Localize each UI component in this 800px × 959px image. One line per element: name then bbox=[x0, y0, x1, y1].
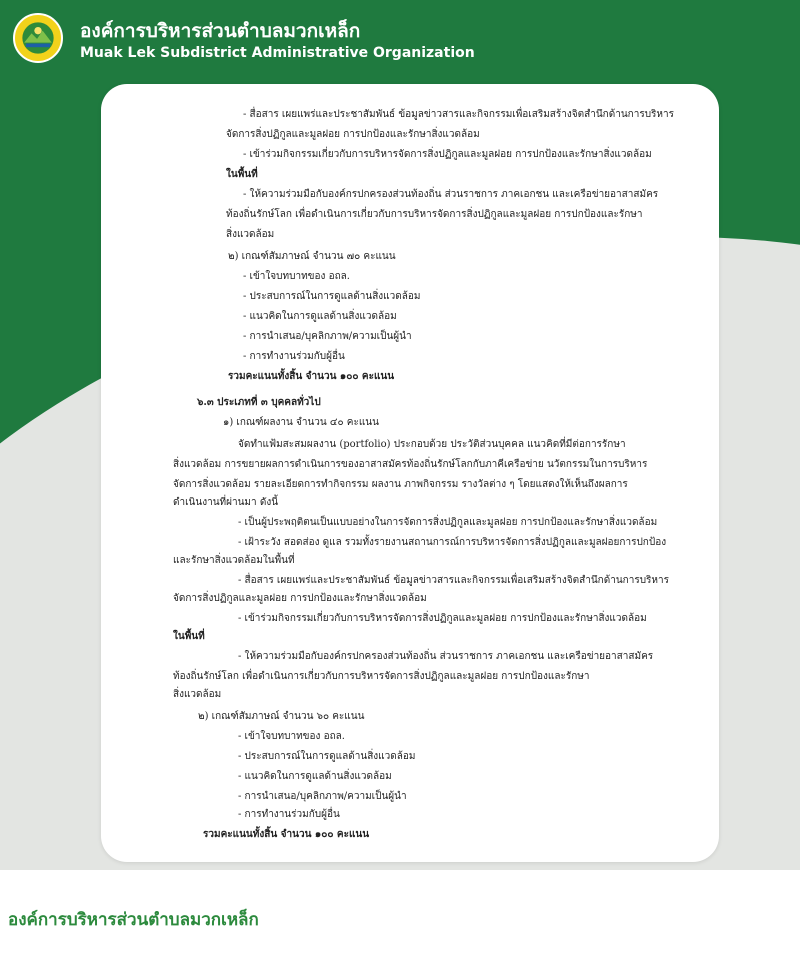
doc-line: ๒) เกณฑ์สัมภาษณ์ จำนวน ๗๐ คะแนน bbox=[228, 251, 396, 262]
doc-line: รวมคะแนนทั้งสิ้น จำนวน ๑๐๐ คะแนน bbox=[228, 371, 395, 382]
doc-line: จัดทำแฟ้มสะสมผลงาน (portfolio) ประกอบด้วย ประวัติส่วนบุคคล แนวคิดที่มีต่อการรักษา bbox=[238, 439, 626, 450]
doc-line: ดำเนินงานที่ผ่านมา ดังนี้ bbox=[173, 497, 279, 508]
doc-line: จัดการสิ่งแวดล้อม รายละเอียดการทำกิจกรรม ผลงาน ภาพกิจกรรม รางวัลต่าง ๆ โดยแสดงให้เห็นถึงผลการ bbox=[173, 479, 628, 490]
doc-line: รวมคะแนนทั้งสิ้น จำนวน ๑๐๐ คะแนน bbox=[203, 829, 370, 840]
doc-line: - การทำงานร่วมกับผู้อื่น bbox=[243, 351, 345, 362]
doc-line: - เฝ้าระวัง สอดส่อง ดูแล รวมทั้งรายงานสถานการณ์การบริหารจัดการสิ่งปฏิกูลและมูลฝอยการปกป้อง bbox=[238, 537, 667, 548]
doc-line: - สื่อสาร เผยแพร่และประชาสัมพันธ์ ข้อมูลข่าวสารและกิจกรรมเพื่อเสริมสร้างจิตสำนึกด้านการบริหาร bbox=[238, 575, 670, 586]
doc-line: จัดการสิ่งปฏิกูลและมูลฝอย การปกป้องและรักษาสิ่งแวดล้อม bbox=[226, 129, 480, 140]
doc-line: - สื่อสาร เผยแพร่และประชาสัมพันธ์ ข้อมูลข่าวสารและกิจกรรมเพื่อเสริมสร้างจิตสำนึกด้านการบริหาร bbox=[243, 109, 675, 120]
footer-title: องค์การบริหารส่วนตำบลมวกเหล็ก bbox=[8, 910, 259, 930]
doc-line: สิ่งแวดล้อม การขยายผลการดำเนินการของอาสาสมัครท้องถิ่นรักษ์โลกกับภาคีเครือข่าย นวัตกรรมในการบริหาร bbox=[173, 459, 648, 470]
doc-line: - เข้าใจบทบาทของ อถล. bbox=[238, 731, 345, 742]
doc-line: และรักษาสิ่งแวดล้อมในพื้นที่ bbox=[173, 555, 295, 566]
doc-line: ๑) เกณฑ์ผลงาน จำนวน ๔๐ คะแนน bbox=[223, 417, 379, 428]
doc-section-heading: ๖.๓ ประเภทที่ ๓ บุคคลทั่วไป bbox=[197, 397, 321, 408]
doc-line: - การนำเสนอ/บุคลิกภาพ/ความเป็นผู้นำ bbox=[238, 791, 407, 802]
doc-line: สิ่งแวดล้อม bbox=[226, 229, 275, 240]
doc-line: - เป็นผู้ประพฤติตนเป็นแบบอย่างในการจัดการสิ่งปฏิกูลและมูลฝอย การปกป้องและรักษาสิ่งแวดล้อม bbox=[238, 517, 658, 528]
doc-line: - แนวคิดในการดูแลด้านสิ่งแวดล้อม bbox=[243, 311, 397, 322]
doc-line: ในพื้นที่ bbox=[173, 631, 205, 642]
doc-line: - ประสบการณ์ในการดูแลด้านสิ่งแวดล้อม bbox=[238, 751, 416, 762]
doc-line: - เข้าร่วมกิจกรรมเกี่ยวกับการบริหารจัดการสิ่งปฏิกูลและมูลฝอย การปกป้องและรักษาสิ่งแวดล้อม bbox=[238, 613, 647, 624]
doc-line: ๒) เกณฑ์สัมภาษณ์ จำนวน ๖๐ คะแนน bbox=[198, 711, 365, 722]
doc-line: ในพื้นที่ bbox=[226, 169, 258, 180]
doc-line: - การนำเสนอ/บุคลิกภาพ/ความเป็นผู้นำ bbox=[243, 331, 412, 342]
document-page bbox=[101, 84, 719, 862]
doc-line: - ประสบการณ์ในการดูแลด้านสิ่งแวดล้อม bbox=[243, 291, 421, 302]
header-title-english: Muak Lek Subdistrict Administrative Organization bbox=[80, 45, 475, 61]
doc-line: - เข้าใจบทบาทของ อถล. bbox=[243, 271, 350, 282]
doc-line: ท้องถิ่นรักษ์โลก เพื่อดำเนินการเกี่ยวกับการบริหารจัดการสิ่งปฏิกูลและมูลฝอย การปกป้องและรักษา bbox=[226, 209, 643, 220]
doc-line: จัดการสิ่งปฏิกูลและมูลฝอย การปกป้องและรักษาสิ่งแวดล้อม bbox=[173, 593, 427, 604]
doc-line: - การทำงานร่วมกับผู้อื่น bbox=[238, 809, 340, 820]
document-card bbox=[101, 84, 719, 862]
org-seal-icon bbox=[13, 13, 63, 63]
doc-line: ท้องถิ่นรักษ์โลก เพื่อดำเนินการเกี่ยวกับการบริหารจัดการสิ่งปฏิกูลและมูลฝอย การปกป้องและรักษา bbox=[173, 671, 590, 682]
doc-line: - เข้าร่วมกิจกรรมเกี่ยวกับการบริหารจัดการสิ่งปฏิกูลและมูลฝอย การปกป้องและรักษาสิ่งแวดล้อม bbox=[243, 149, 652, 160]
page-header bbox=[0, 0, 800, 80]
doc-line: - ให้ความร่วมมือกับองค์กรปกครองส่วนท้องถิ่น ส่วนราชการ ภาคเอกชน และเครือข่ายอาสาสมัคร bbox=[238, 651, 654, 662]
doc-line: สิ่งแวดล้อม bbox=[173, 689, 222, 700]
doc-line: - แนวคิดในการดูแลด้านสิ่งแวดล้อม bbox=[238, 771, 392, 782]
doc-line: - ให้ความร่วมมือกับองค์กรปกครองส่วนท้องถิ่น ส่วนราชการ ภาคเอกชน และเครือข่ายอาสาสมัคร bbox=[243, 189, 659, 200]
header-title-thai: องค์การบริหารส่วนตำบลมวกเหล็ก bbox=[80, 20, 361, 42]
